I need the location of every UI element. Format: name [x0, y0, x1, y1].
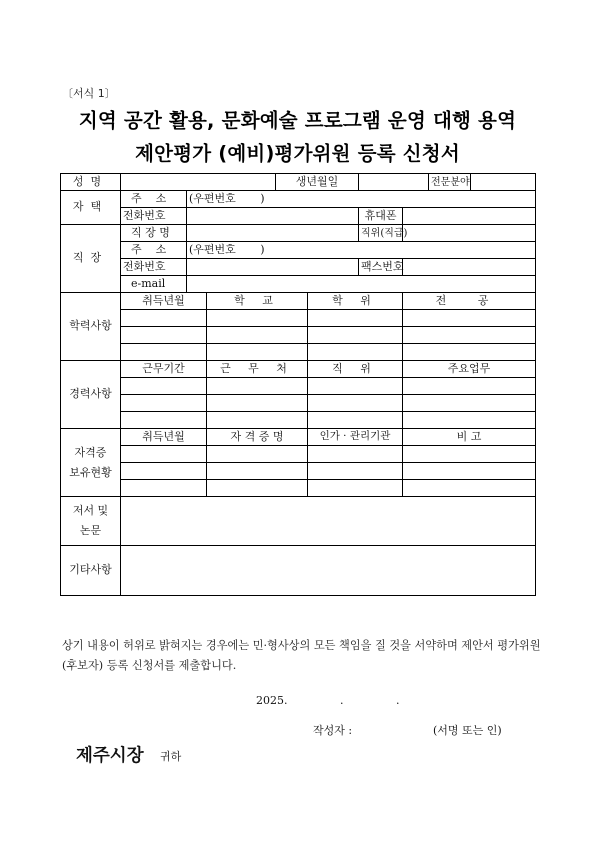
table-cell[interactable] [121, 378, 207, 395]
table-cell[interactable] [121, 446, 207, 463]
education-header-major: 전 공 [403, 293, 536, 310]
publications-label-line-2: 논문 [79, 524, 102, 537]
table-cell[interactable] [308, 446, 403, 463]
home-phone-label: 전화번호 [121, 208, 187, 225]
table-row [61, 395, 536, 412]
other-row [61, 546, 536, 596]
table-cell[interactable] [308, 463, 403, 480]
work-position-label: 직위(직급) [359, 225, 403, 242]
certificates-label-line-2: 보유현황 [69, 465, 112, 479]
table-cell[interactable] [121, 480, 207, 497]
table-cell[interactable] [207, 395, 308, 412]
table-cell[interactable] [308, 378, 403, 395]
form-number: 〔서식 1〕 [62, 87, 116, 100]
table-cell[interactable] [403, 463, 536, 480]
table-cell[interactable] [121, 327, 207, 344]
work-phone-label: 전화번호 [121, 259, 187, 276]
email-label: e-mail [121, 276, 187, 293]
work-company-label: 직 장 명 [121, 225, 187, 242]
birth-date-field[interactable] [359, 174, 429, 191]
table-cell[interactable] [121, 463, 207, 480]
pledge-text: 상기 내용이 허위로 밝혀지는 경우에는 민·형사상의 모든 책임을 질 것을 서약하며 제안서 평가위원(후보자) 등록 신청서를 제출합니다. [62, 639, 541, 672]
table-cell[interactable] [308, 395, 403, 412]
work-name-row [61, 225, 536, 242]
home-phone-field[interactable] [187, 208, 359, 225]
career-header-position: 직 위 [308, 361, 403, 378]
table-cell[interactable] [121, 310, 207, 327]
table-row [61, 412, 536, 429]
certificates-section-label [61, 429, 121, 497]
table-row [61, 446, 536, 463]
certificates-header-authority: 인가 · 관리기관 [308, 429, 403, 446]
table-cell[interactable] [308, 344, 403, 361]
career-header-row [61, 361, 536, 378]
specialty-label: 전문분야 [429, 174, 471, 191]
writer-label: 작성자 : [313, 724, 353, 737]
table-row [61, 480, 536, 497]
email-field[interactable] [187, 276, 536, 293]
other-label: 기타사항 [61, 546, 121, 596]
certificates-header-row [61, 429, 536, 446]
career-header-duties: 주요업무 [403, 361, 536, 378]
table-cell[interactable] [121, 395, 207, 412]
table-cell[interactable] [308, 412, 403, 429]
work-company-field[interactable] [187, 225, 359, 242]
table-cell[interactable] [207, 310, 308, 327]
home-address-row [61, 191, 536, 208]
table-cell[interactable] [403, 310, 536, 327]
signature-label: (서명 또는 인) [433, 724, 502, 737]
table-cell[interactable] [308, 310, 403, 327]
table-cell[interactable] [207, 344, 308, 361]
education-section-label: 학력사항 [61, 293, 121, 361]
other-field[interactable] [121, 546, 536, 596]
form-title-line-1: 지역 공간 활용, 문화예술 프로그램 운영 대행 용역 [78, 109, 517, 132]
work-section-label: 직장 [61, 225, 121, 293]
home-address-field[interactable] [187, 191, 536, 208]
work-address-label: 주소 [121, 242, 187, 259]
table-cell[interactable] [403, 412, 536, 429]
certificates-header-remarks: 비 고 [403, 429, 536, 446]
name-label: 성명 [61, 174, 121, 191]
work-address-row [61, 242, 536, 259]
certificates-header-name: 자 격 증 명 [207, 429, 308, 446]
publications-label-line-1: 저서 및 [72, 504, 109, 517]
table-cell[interactable] [207, 412, 308, 429]
mobile-field[interactable] [403, 208, 536, 225]
table-row [61, 327, 536, 344]
table-row [61, 344, 536, 361]
table-cell[interactable] [121, 412, 207, 429]
name-row [61, 174, 536, 191]
work-phone-row [61, 259, 536, 276]
certificates-header-date: 취득년월 [121, 429, 207, 446]
work-email-row [61, 276, 536, 293]
work-phone-field[interactable] [187, 259, 359, 276]
career-section-label: 경력사항 [61, 361, 121, 429]
education-header-degree: 학 위 [308, 293, 403, 310]
certificates-label-line-1: 자격증 [74, 445, 107, 459]
education-header-school: 학 교 [207, 293, 308, 310]
publications-label [61, 497, 121, 546]
table-cell[interactable] [403, 344, 536, 361]
home-postal-code-text: (우편번호 ) [189, 191, 265, 205]
education-header-row [61, 293, 536, 310]
home-phone-row [61, 208, 536, 225]
table-cell[interactable] [308, 480, 403, 497]
mobile-label: 휴대폰 [359, 208, 403, 225]
honorific: 귀하 [160, 750, 182, 763]
specialty-field[interactable] [471, 174, 536, 191]
birth-date-label: 생년월일 [276, 174, 359, 191]
table-row [61, 378, 536, 395]
table-cell[interactable] [207, 480, 308, 497]
home-address-label: 주소 [121, 191, 187, 208]
fax-field[interactable] [403, 259, 536, 276]
publications-field[interactable] [121, 497, 536, 546]
table-cell[interactable] [121, 344, 207, 361]
table-cell[interactable] [403, 327, 536, 344]
table-cell[interactable] [403, 446, 536, 463]
career-header-workplace: 근 무 처 [207, 361, 308, 378]
table-row [61, 310, 536, 327]
education-header-date: 취득년월 [121, 293, 207, 310]
career-header-period: 근무기간 [121, 361, 207, 378]
work-postal-code-text: (우편번호 ) [189, 242, 265, 256]
fax-label: 팩스번호 [359, 259, 403, 276]
table-cell[interactable] [308, 327, 403, 344]
table-cell[interactable] [403, 480, 536, 497]
form-title-line-2: 제안평가 (예비)평가위원 등록 신청서 [135, 142, 460, 165]
table-cell[interactable] [207, 446, 308, 463]
publications-row [61, 497, 536, 546]
table-cell[interactable] [207, 463, 308, 480]
submission-date: 2025. . . [256, 694, 400, 707]
home-section-label: 자택 [61, 191, 121, 225]
table-row [61, 463, 536, 480]
work-address-field[interactable] [187, 242, 536, 259]
name-field[interactable] [121, 174, 276, 191]
table-cell[interactable] [207, 327, 308, 344]
table-cell[interactable] [403, 378, 536, 395]
work-position-field[interactable] [403, 225, 536, 242]
table-cell[interactable] [403, 395, 536, 412]
recipient-name: 제주시장 [76, 746, 144, 766]
table-cell[interactable] [207, 378, 308, 395]
registration-form-table [60, 173, 536, 596]
